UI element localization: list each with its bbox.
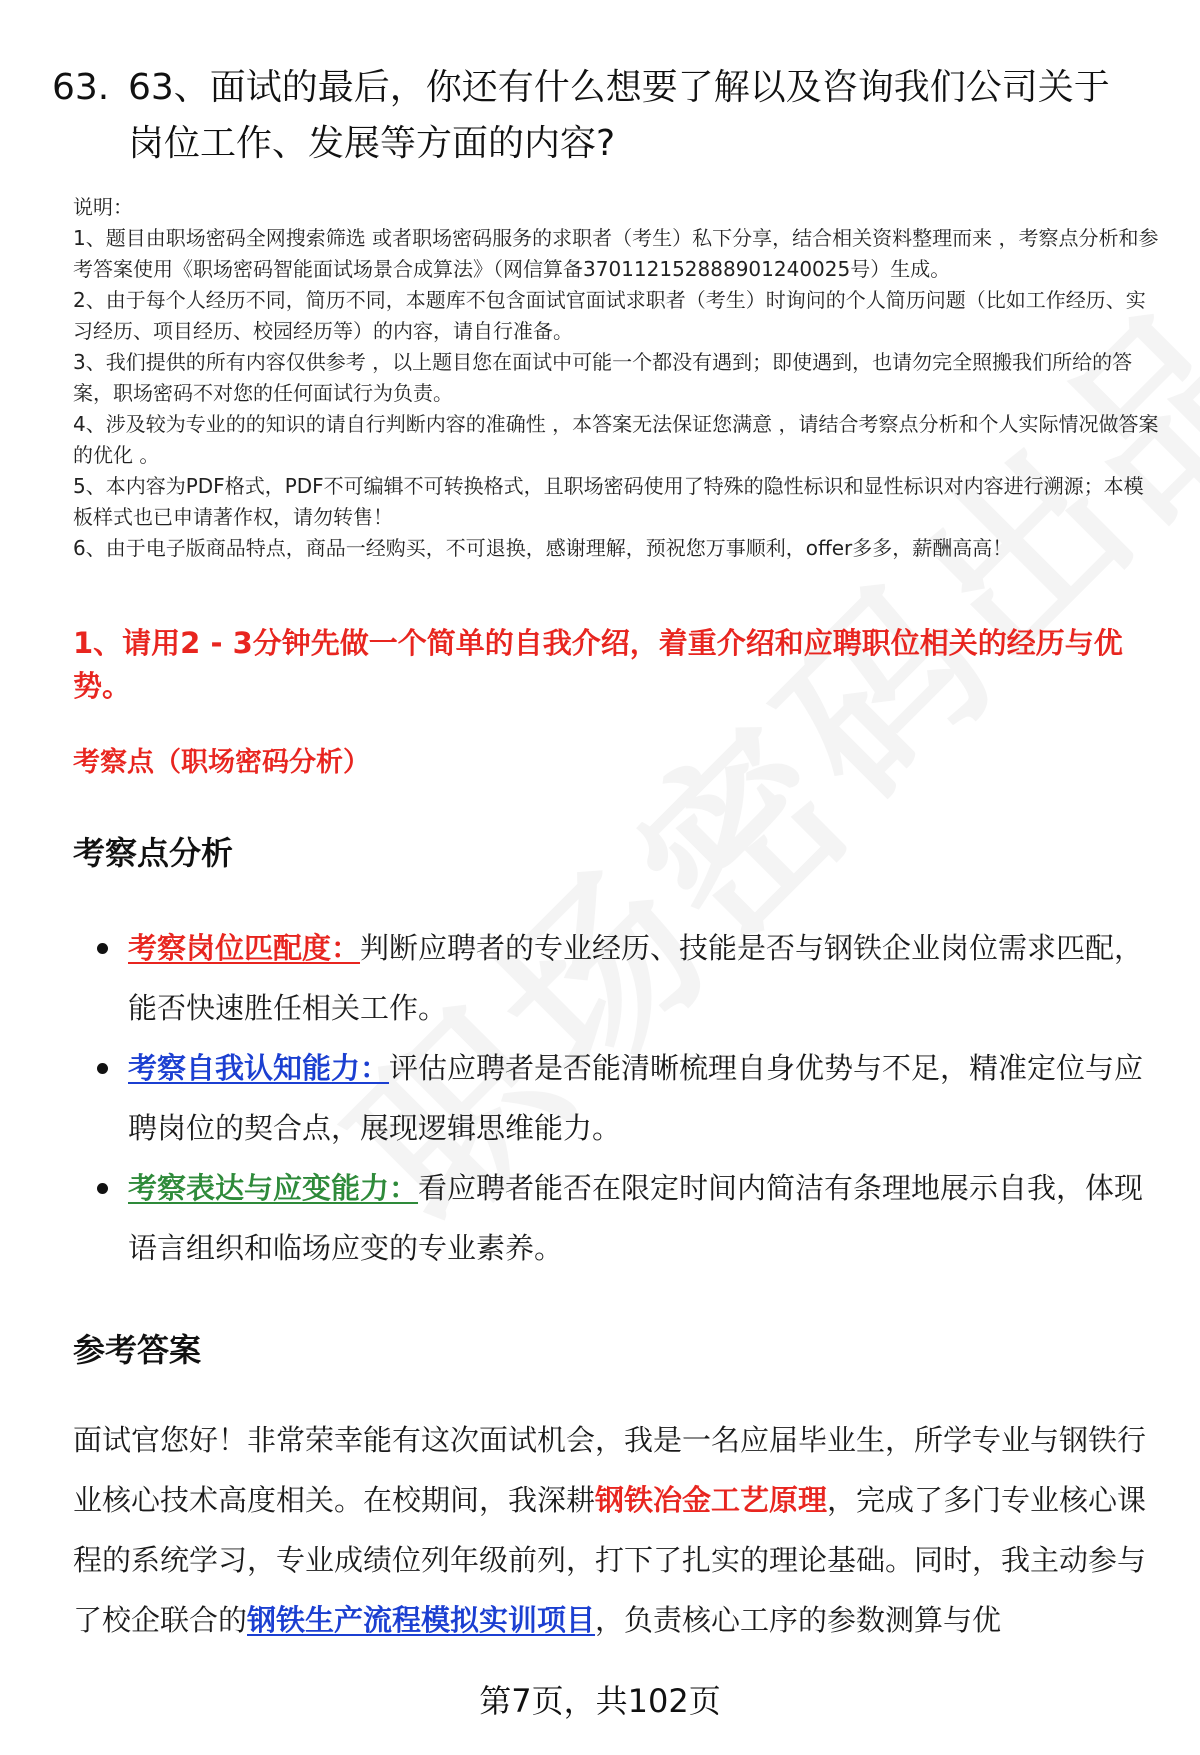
note-item: 3、我们提供的所有内容仅供参考 ，以上题目您在面试中可能一个都没有遇到；即使遇到，也请勿完全照搬我们所给的答案，职场密码不对您的任何面试行为负责。 [73, 350, 1133, 405]
analysis-keyword: 考察自我认知能力： [128, 1051, 390, 1085]
analysis-keyword: 考察表达与应变能力： [128, 1171, 419, 1205]
note-item: 2、由于每个人经历不同，简历不同，本题库不包含面试官面试求职者（考生）时询问的个人简历问题（比如工作经历、实习经历、项目经历、校园经历等）的内容，请自行准备。 [73, 288, 1146, 343]
answer-heading: 参考答案 [73, 1331, 202, 1369]
analysis-heading: 考察点分析 [73, 834, 234, 872]
analysis-text: 判断应聘者的专业经历、技能是否与钢铁企业岗位需求匹配，能否快速胜任相关工作。 [128, 931, 1144, 1025]
bullet-dot-icon [97, 1063, 108, 1074]
bullet-dot-icon [97, 943, 108, 954]
analysis-text: 评估应聘者是否能清晰梳理自身优势与不足，精准定位与应聘岗位的契合点，展现逻辑思维能力。 [128, 1051, 1144, 1145]
analysis-item [73, 1158, 1153, 1278]
analysis-item [73, 1038, 1153, 1158]
page-footer: 第7页，共102页 [479, 1682, 721, 1720]
question-number: 63. [52, 67, 110, 108]
sub-question: 1、请用2 - 3分钟先做一个简单的自我介绍，着重介绍和应聘职位相关的经历与优势。 [73, 626, 1123, 703]
answer-highlight: 钢铁冶金工艺原理 [595, 1483, 828, 1517]
analysis-text: 看应聘者能否在限定时间内简洁有条理地展示自我，体现语言组织和临场应变的专业素养。 [128, 1171, 1144, 1265]
answer-text: ，负责核心工序的参数测算与优 [595, 1603, 1002, 1637]
question-text: 63、面试的最后，你还有什么想要了解以及咨询我们公司关于岗位工作、发展等方面的内容? [128, 67, 1110, 164]
answer-text: 面试官您好！非常荣幸能有这次面试机会，我是一名应届毕业生，所学专业与钢铁行业核心技术高度相关。在校期间，我深耕 [73, 1423, 1147, 1517]
answer-highlight: 钢铁生产流程模拟实训项目 [247, 1603, 596, 1637]
disclaimer-notes [73, 192, 1163, 564]
answer-text: ，完成了多门专业核心课程的系统学习，专业成绩位列年级前列，打下了扎实的理论基础。同时，我主动参与了校企联合的 [73, 1483, 1147, 1637]
exam-point-label: 考察点（职场密码分析） [73, 747, 370, 778]
answer-paragraph [73, 1410, 1153, 1650]
notes-title: 说明： [73, 195, 133, 219]
analysis-item [73, 918, 1153, 1038]
note-item: 5、本内容为PDF格式，PDF不可编辑不可转换格式，且职场密码使用了特殊的隐性标识和显性标识对内容进行溯源；本模板样式也已申请著作权，请勿转售！ [73, 474, 1144, 529]
note-item: 1、题目由职场密码全网搜索筛选 或者职场密码服务的求职者（考生）私下分享，结合相关资料整理而来 ，考察点分析和参考答案使用《职场密码智能面试场景合成算法》（网信算备370112152888901240025号）生成。 [73, 226, 1159, 281]
note-item: 6、由于电子版商品特点，商品一经购买，不可退换，感谢理解，预祝您万事顺利，offer多多，薪酬高高！ [73, 536, 1013, 560]
note-item: 4、涉及较为专业的的知识的请自行判断内容的准确性 ，本答案无法保证您满意 ，请结合考察点分析和个人实际情况做答案的优化 。 [73, 412, 1159, 467]
bullet-dot-icon [97, 1183, 108, 1194]
analysis-list [73, 918, 1153, 1278]
analysis-keyword: 考察岗位匹配度： [128, 931, 361, 965]
question-title [52, 60, 1142, 172]
